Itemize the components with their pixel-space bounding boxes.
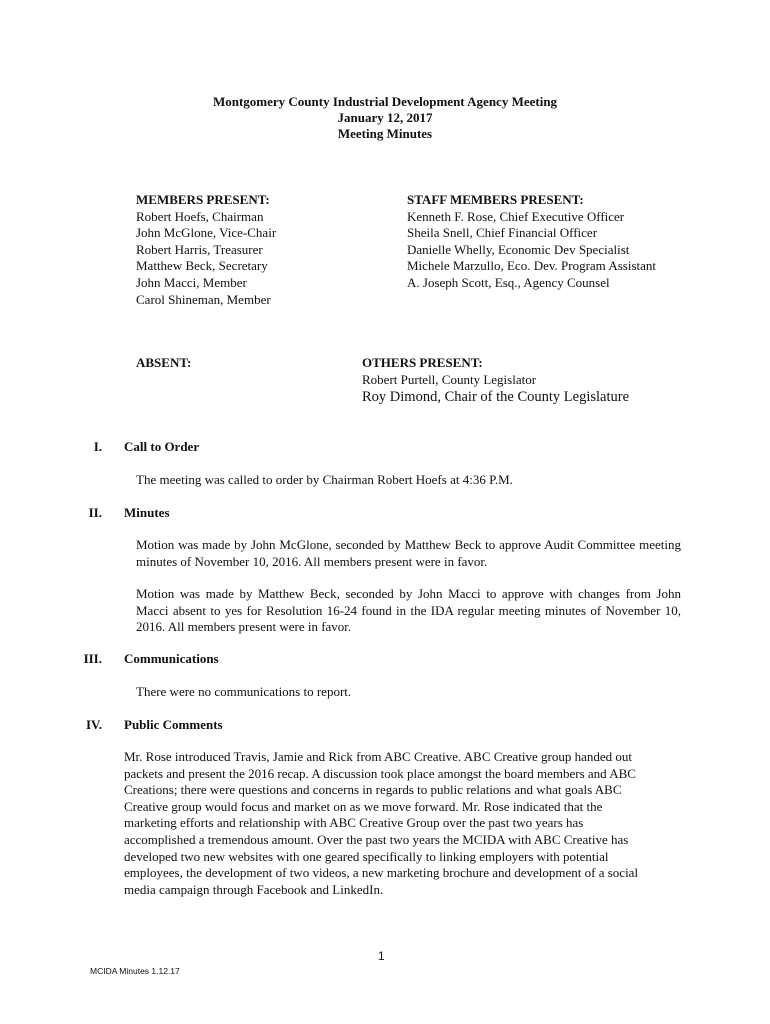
section-title: Call to Order xyxy=(124,439,200,454)
section-text: The meeting was called to order by Chairman Robert Hoefs at 4:36 P.M. xyxy=(136,472,513,487)
minutes-paragraph: Motion was made by Matthew Beck, seconded by John Macci to approve with changes from John Macci absent to yes for Resolution 16-24 found in the IDA regular meeting minutes of November 10, 2016. All members present were in favor. xyxy=(136,586,681,635)
member-item: Robert Hoefs, Chairman xyxy=(136,208,264,224)
meeting-date: January 12, 2017 xyxy=(337,110,433,125)
others-item: Roy Dimond, Chair of the County Legislature xyxy=(362,389,630,406)
section-number: I. xyxy=(93,439,102,454)
section-number: IV. xyxy=(85,717,102,732)
paragraph-line: packets and present the 2016 recap. A discussion took place amongst the board members and ABC xyxy=(124,765,636,781)
section-title: Minutes xyxy=(124,505,170,520)
document-title: Montgomery County Industrial Development Agency Meeting xyxy=(212,94,558,109)
section-number: III. xyxy=(83,651,102,666)
paragraph-line: accomplished a tremendous amount. Over the past two years the MCIDA with ABC Creative has xyxy=(124,831,629,847)
footer-note: MCIDA Minutes 1.12.17 xyxy=(90,966,180,976)
section-title: Public Comments xyxy=(124,717,223,732)
paragraph-line: marketing efforts and relationship with ABC Creative Group over the past two years has xyxy=(124,815,584,831)
public-comments-paragraph xyxy=(124,749,684,898)
members-present-heading: MEMBERS PRESENT: xyxy=(136,192,270,207)
others-item: Robert Purtell, County Legislator xyxy=(362,371,537,387)
member-item: Matthew Beck, Secretary xyxy=(136,258,268,274)
staff-item: Danielle Whelly, Economic Dev Specialist xyxy=(407,241,630,257)
page-number: 1 xyxy=(378,949,385,963)
others-present-heading: OTHERS PRESENT: xyxy=(362,355,483,370)
member-item: John McGlone, Vice-Chair xyxy=(136,225,277,241)
section-title: Communications xyxy=(124,651,219,666)
paragraph-line: Creations; there were questions and concerns in regards to public relations and what goals ABC xyxy=(124,782,622,798)
minutes-paragraph: Motion was made by John McGlone, seconded by Matthew Beck to approve Audit Committee meeting minutes of November 10, 2016. All members present were in favor. xyxy=(136,537,681,569)
section-number: II. xyxy=(88,505,102,520)
member-item: Carol Shineman, Member xyxy=(136,291,271,307)
staff-item: Sheila Snell, Chief Financial Officer xyxy=(407,225,598,241)
members-present-block xyxy=(136,192,276,308)
staff-present-block xyxy=(407,192,656,292)
paragraph-line: developed two new websites with one geared specifically to linking employers with potential xyxy=(124,848,609,864)
member-item: Robert Harris, Treasurer xyxy=(136,241,263,257)
paragraph-line: media campaign through Facebook and LinkedIn. xyxy=(124,881,384,897)
document-subtitle: Meeting Minutes xyxy=(337,126,433,141)
others-present-block xyxy=(362,355,629,406)
section-text: There were no communications to report. xyxy=(136,684,352,699)
paragraph-line: Mr. Rose introduced Travis, Jamie and Rick from ABC Creative. ABC Creative group handed out xyxy=(124,749,633,764)
staff-item: Kenneth F. Rose, Chief Executive Officer xyxy=(407,208,625,224)
absent-heading: ABSENT: xyxy=(136,355,192,370)
staff-item: Michele Marzullo, Eco. Dev. Program Assistant xyxy=(407,258,656,274)
paragraph-line: employees, the development of two videos, a new marketing brochure and development of a social xyxy=(124,865,639,881)
staff-present-heading: STAFF MEMBERS PRESENT: xyxy=(407,192,584,207)
paragraph-line: Creative group would focus and market on as we move forward. Mr. Rose indicated that the xyxy=(124,798,603,814)
member-item: John Macci, Member xyxy=(136,274,247,290)
staff-item: A. Joseph Scott, Esq., Agency Counsel xyxy=(407,274,610,290)
